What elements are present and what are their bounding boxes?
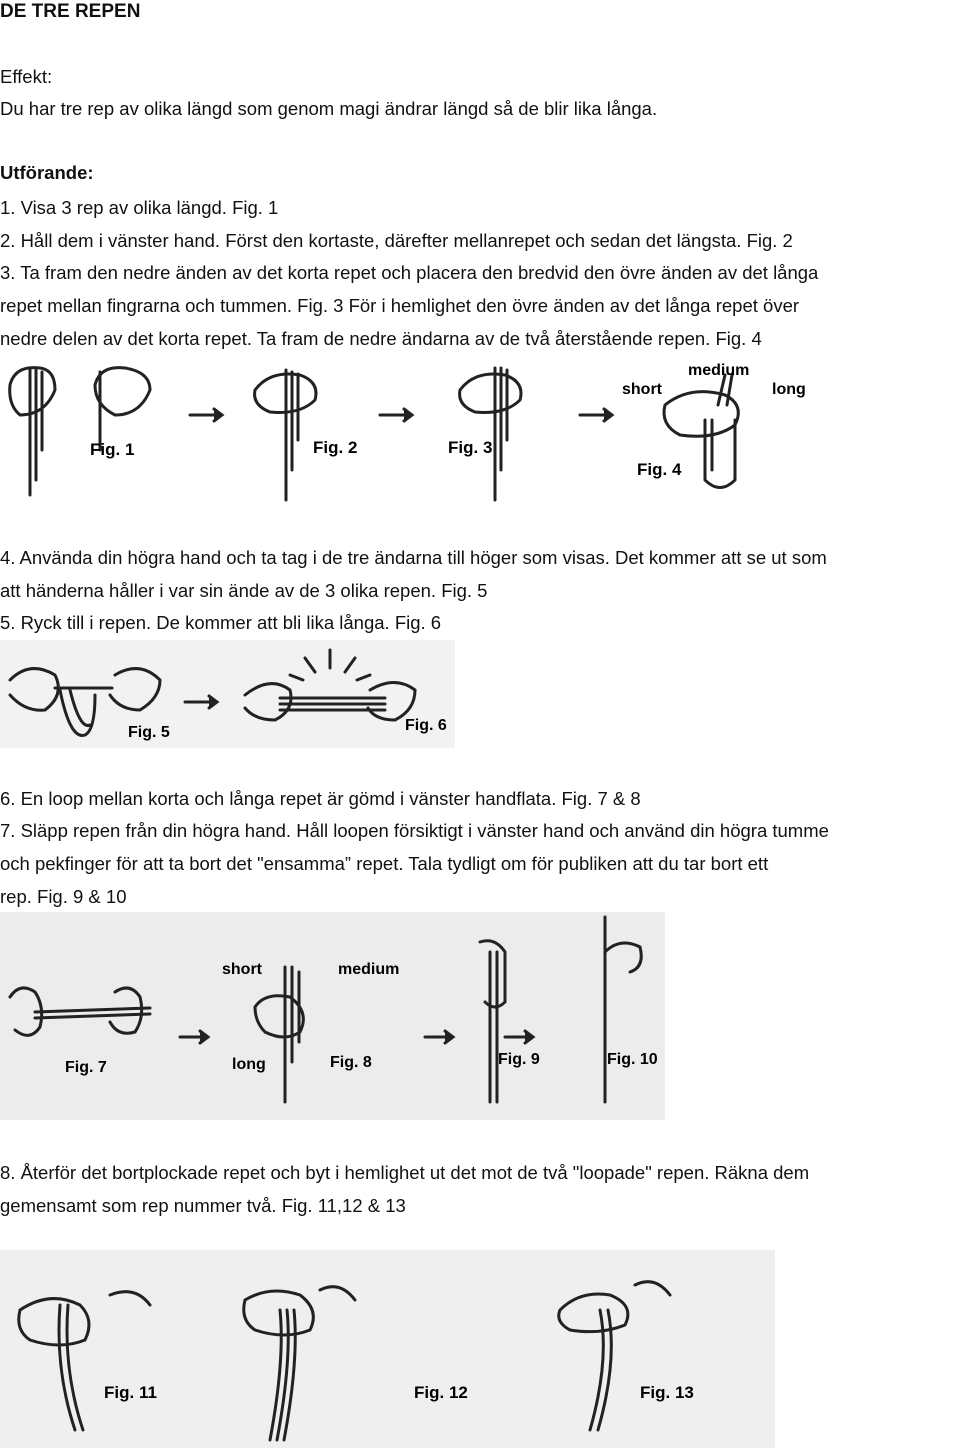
label-medium-2: medium (338, 961, 400, 978)
figures-11-13-illustration (0, 1250, 780, 1450)
step-3-line-3: nedre delen av det korta repet. Ta fram de nedre ändarna av de två återstående repen. Fig. 4 (0, 328, 762, 349)
figures-7-10-illustration (0, 912, 670, 1122)
label-short-2: short (222, 961, 262, 978)
label-fig-10: Fig. 10 (607, 1051, 658, 1068)
step-4-line-1: 4. Använda din högra hand och ta tag i de tre ändarna till höger som visas. Det kommer att se ut som (0, 547, 827, 568)
label-fig-6: Fig. 6 (405, 717, 447, 734)
step-8-line-2: gemensamt som rep nummer två. Fig. 11,12 & 13 (0, 1195, 406, 1216)
label-fig-11: Fig. 11 (104, 1383, 157, 1402)
doc-title: DE TRE REPEN (0, 1, 141, 22)
label-fig-5: Fig. 5 (128, 724, 170, 741)
label-short: short (622, 381, 662, 398)
label-fig-7: Fig. 7 (65, 1059, 107, 1076)
label-fig-8: Fig. 8 (330, 1054, 372, 1071)
effect-text: Du har tre rep av olika längd som genom magi ändrar längd så de blir lika långa. (0, 98, 658, 119)
label-fig-9: Fig. 9 (498, 1051, 540, 1068)
step-7-line-2: och pekfinger för att ta bort det "ensamma” repet. Tala tydligt om för publiken att du tar bort ett (0, 853, 769, 874)
label-fig-2: Fig. 2 (313, 438, 358, 457)
label-fig-1: Fig. 1 (90, 440, 135, 459)
step-1: 1. Visa 3 rep av olika längd. Fig. 1 (0, 197, 279, 218)
step-3-line-1: 3. Ta fram den nedre änden av det korta repet och placera den bredvid den övre änden av det långa (0, 262, 819, 283)
step-7-line-1: 7. Släpp repen från din högra hand. Håll loopen försiktigt i vänster hand och använd din högra tumme (0, 820, 829, 841)
step-7-line-3: rep. Fig. 9 & 10 (0, 886, 127, 907)
label-long: long (772, 381, 806, 398)
label-medium: medium (688, 362, 750, 379)
perf-heading: Utförande: (0, 162, 94, 183)
label-long-2: long (232, 1056, 266, 1073)
step-6: 6. En loop mellan korta och långa repet är gömd i vänster handflata. Fig. 7 & 8 (0, 788, 641, 809)
step-5: 5. Ryck till i repen. De kommer att bli lika långa. Fig. 6 (0, 612, 442, 633)
step-3-line-2: repet mellan fingrarna och tummen. Fig. 3 För i hemlighet den övre änden av det långa repet över (0, 295, 800, 316)
step-4-line-2: att händerna håller i var sin ände av de 3 olika repen. Fig. 5 (0, 580, 488, 601)
label-fig-13: Fig. 13 (640, 1383, 694, 1402)
figures-1-4-illustration (0, 360, 806, 510)
step-2: 2. Håll dem i vänster hand. Först den kortaste, därefter mellanrepet och sedan det längsta. Fig. 2 (0, 230, 793, 251)
label-fig-3: Fig. 3 (448, 438, 493, 457)
label-fig-4: Fig. 4 (637, 460, 682, 479)
step-8-line-1: 8. Återför det bortplockade repet och byt i hemlighet ut det mot de två "loopade" repen. Räkna dem (0, 1162, 810, 1183)
effect-heading: Effekt: (0, 66, 53, 87)
figures-5-6-illustration (0, 640, 460, 750)
label-fig-12: Fig. 12 (414, 1383, 468, 1402)
